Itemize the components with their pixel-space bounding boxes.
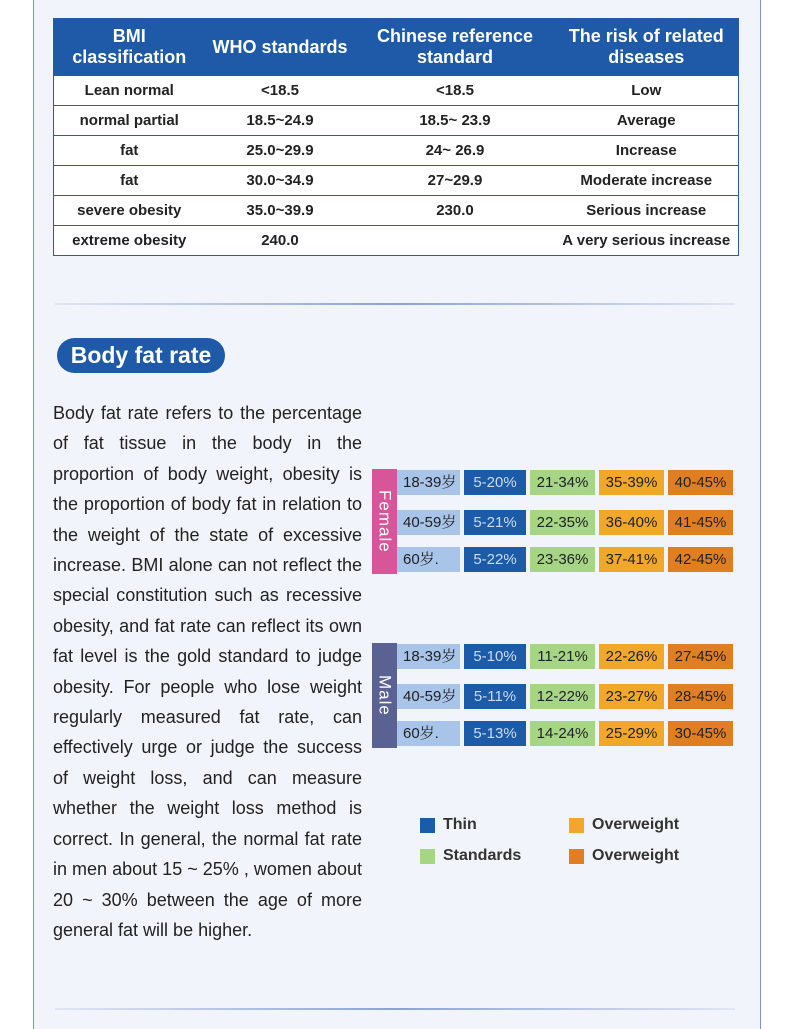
section-heading: Body fat rate xyxy=(57,338,225,373)
obese-cell: 41-45% xyxy=(668,510,733,535)
overweight-cell: 23-27% xyxy=(599,684,664,709)
header-bmi-classification: BMI classification xyxy=(54,19,205,76)
table-row xyxy=(54,76,739,106)
legend-swatch xyxy=(420,818,435,833)
legend-swatch xyxy=(569,849,584,864)
legend-swatch xyxy=(569,818,584,833)
legend-label: Overweight xyxy=(592,847,680,864)
cell-chinese: 27~29.9 xyxy=(356,166,555,196)
thin-cell: 5-21% xyxy=(464,510,526,535)
cell-chinese: 18.5~ 23.9 xyxy=(356,106,555,136)
standard-cell: 14-24% xyxy=(530,721,595,746)
obese-cell: 40-45% xyxy=(668,470,733,495)
legend-item-thin xyxy=(420,816,477,834)
overweight-cell: 35-39% xyxy=(599,470,664,495)
cell-chinese: 230.0 xyxy=(356,196,555,226)
age-cell: 40-59岁 xyxy=(397,510,460,535)
header-risk: The risk of related diseases xyxy=(555,19,739,76)
table-row xyxy=(54,226,739,256)
cell-classification: fat xyxy=(54,166,205,196)
cell-classification: fat xyxy=(54,136,205,166)
thin-cell: 5-22% xyxy=(464,547,526,572)
female-label: Female xyxy=(375,490,395,553)
cell-who: 18.5~24.9 xyxy=(205,106,356,136)
thin-cell: 5-11% xyxy=(464,684,526,709)
cell-who: <18.5 xyxy=(205,76,356,106)
female-row-2 xyxy=(397,510,733,535)
legend-label: Standards xyxy=(443,847,522,864)
thin-cell: 5-13% xyxy=(464,721,526,746)
cell-risk: Serious increase xyxy=(555,196,739,226)
cell-chinese xyxy=(356,226,555,256)
thin-cell: 5-20% xyxy=(464,470,526,495)
header-who-standards: WHO standards xyxy=(205,19,356,76)
cell-risk: Low xyxy=(555,76,739,106)
overweight-cell: 37-41% xyxy=(599,547,664,572)
age-cell: 40-59岁 xyxy=(397,684,460,709)
male-row-3 xyxy=(397,721,733,746)
age-cell: 18-39岁 xyxy=(397,470,460,495)
male-chart-group xyxy=(372,643,738,748)
overweight-cell: 25-29% xyxy=(599,721,664,746)
male-row-2 xyxy=(397,684,733,709)
section-divider-bottom xyxy=(55,1008,735,1010)
cell-who: 35.0~39.9 xyxy=(205,196,356,226)
standard-cell: 12-22% xyxy=(530,684,595,709)
legend-label: Thin xyxy=(443,816,477,833)
bmi-table xyxy=(53,18,739,256)
standard-cell: 11-21% xyxy=(530,644,595,669)
legend-label: Overweight xyxy=(592,816,680,833)
legend-item-overweight xyxy=(569,816,679,834)
thin-cell: 5-10% xyxy=(464,644,526,669)
obese-cell: 30-45% xyxy=(668,721,733,746)
cell-risk: Increase xyxy=(555,136,739,166)
cell-who: 25.0~29.9 xyxy=(205,136,356,166)
cell-chinese: <18.5 xyxy=(356,76,555,106)
female-row-1 xyxy=(397,470,733,495)
standard-cell: 21-34% xyxy=(530,470,595,495)
female-chart-group xyxy=(372,469,738,574)
obese-cell: 28-45% xyxy=(668,684,733,709)
table-row xyxy=(54,106,739,136)
obese-cell: 42-45% xyxy=(668,547,733,572)
female-row-3 xyxy=(397,547,733,572)
age-cell: 60岁. xyxy=(397,547,460,572)
cell-risk: Moderate increase xyxy=(555,166,739,196)
table-row xyxy=(54,136,739,166)
female-label-bar xyxy=(372,469,397,574)
cell-classification: normal partial xyxy=(54,106,205,136)
age-cell: 18-39岁 xyxy=(397,644,460,669)
body-fat-description: Body fat rate refers to the percentage of fat tissue in the body in the proportion of body weight, obesity is the proportion of body fat in relation to the weight of the state of excessive increase. BMI alone can not reflect the special constitution such as recessive obesity, and fat rate can reflect its own fat level is the gold standard to judge obesity. For people who lose weight regularly measured fat rate, can effectively urge or judge the success of weight loss, and can measure whether the weight loss method is correct. In general, the normal fat rate in men about 15 ~ 25% , women about 20 ~ 30% between the age of more general fat will be higher. xyxy=(53,403,362,940)
legend-item-obese xyxy=(569,847,679,865)
overweight-cell: 36-40% xyxy=(599,510,664,535)
obese-cell: 27-45% xyxy=(668,644,733,669)
cell-risk: Average xyxy=(555,106,739,136)
bmi-table-header-row xyxy=(54,19,739,76)
male-label-bar xyxy=(372,643,397,748)
cell-classification: extreme obesity xyxy=(54,226,205,256)
cell-who: 240.0 xyxy=(205,226,356,256)
table-row xyxy=(54,196,739,226)
cell-risk: A very serious increase xyxy=(555,226,739,256)
legend-item-standards xyxy=(420,847,521,865)
header-chinese-reference: Chinese reference standard xyxy=(356,19,555,76)
age-cell: 60岁. xyxy=(397,721,460,746)
overweight-cell: 22-26% xyxy=(599,644,664,669)
male-row-1 xyxy=(397,644,733,669)
male-label: Male xyxy=(375,675,395,716)
cell-chinese: 24~ 26.9 xyxy=(356,136,555,166)
cell-who: 30.0~34.9 xyxy=(205,166,356,196)
cell-classification: severe obesity xyxy=(54,196,205,226)
standard-cell: 23-36% xyxy=(530,547,595,572)
legend-swatch xyxy=(420,849,435,864)
standard-cell: 22-35% xyxy=(530,510,595,535)
cell-classification: Lean normal xyxy=(54,76,205,106)
table-row xyxy=(54,166,739,196)
section-divider xyxy=(55,303,735,305)
